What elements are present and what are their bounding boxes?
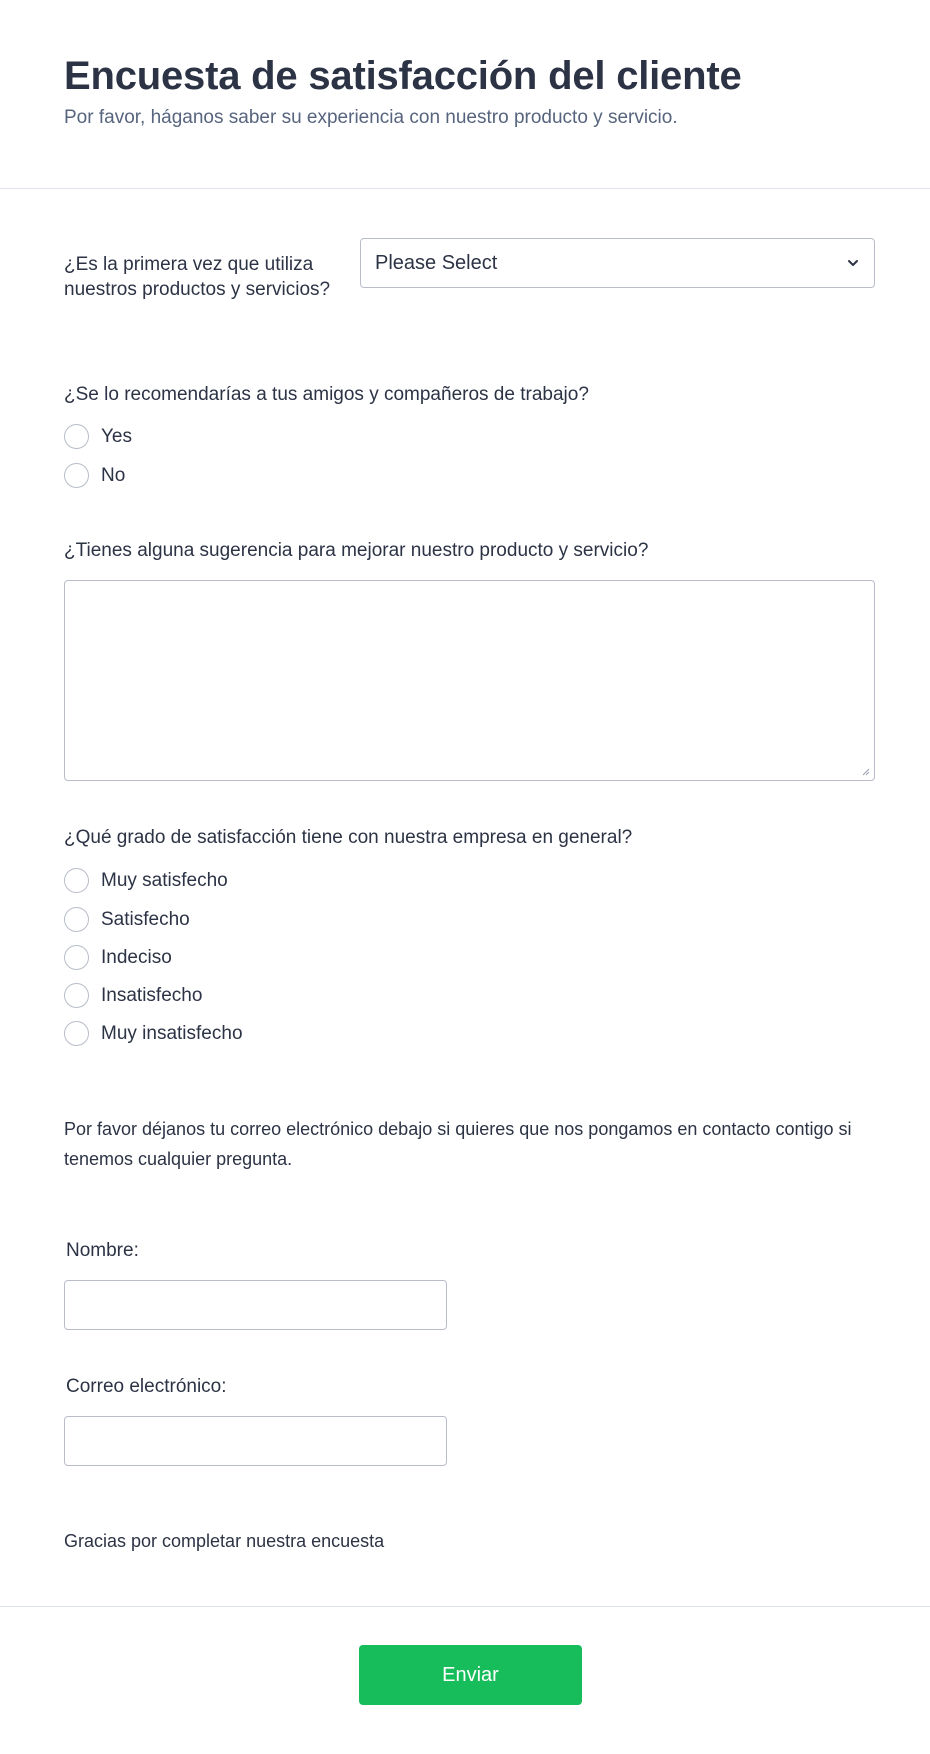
suggestion-textarea[interactable] [64, 580, 875, 781]
contact-paragraph: Por favor déjanos tu correo electrónico debajo si quieres que nos pongamos en contacto contigo si tenemos cualquier pregunta. [64, 1119, 852, 1169]
radio-label: Yes [101, 425, 132, 447]
recommend-question-label: ¿Se lo recomendarías a tus amigos y compañeros de trabajo? [64, 384, 589, 405]
satisfaction-option-dissatisfied[interactable] [64, 983, 202, 1008]
radio-label: No [101, 464, 126, 486]
radio-button[interactable] [64, 907, 89, 932]
radio-label: Indeciso [101, 946, 172, 968]
recommend-option-yes[interactable] [64, 424, 132, 449]
first-time-question-label: ¿Es la primera vez que utiliza nuestros productos y servicios? [64, 254, 331, 300]
radio-button[interactable] [64, 1021, 89, 1046]
form-header [0, 0, 930, 189]
radio-button[interactable] [64, 945, 89, 970]
satisfaction-option-undecided[interactable] [64, 945, 172, 970]
radio-label: Muy insatisfecho [101, 1022, 243, 1044]
satisfaction-question-label: ¿Qué grado de satisfacción tiene con nuestra empresa en general? [64, 827, 633, 848]
thanks-text: Gracias por completar nuestra encuesta [64, 1531, 385, 1551]
recommend-option-no[interactable] [64, 463, 125, 488]
radio-button[interactable] [64, 983, 89, 1008]
first-time-select[interactable] [360, 238, 875, 288]
radio-button[interactable] [64, 868, 89, 893]
name-label: Nombre: [66, 1240, 139, 1261]
radio-label: Satisfecho [101, 908, 190, 930]
page-subtitle: Por favor, háganos saber su experiencia con nuestro producto y servicio. [64, 107, 678, 128]
resize-handle-icon[interactable] [860, 766, 870, 776]
radio-button[interactable] [64, 463, 89, 488]
email-label: Correo electrónico: [66, 1376, 227, 1397]
form-footer [0, 1606, 930, 1754]
radio-button[interactable] [64, 424, 89, 449]
radio-label: Insatisfecho [101, 984, 203, 1006]
satisfaction-option-very-satisfied[interactable] [64, 868, 228, 893]
email-input[interactable] [64, 1416, 447, 1466]
satisfaction-option-very-dissatisfied[interactable] [64, 1021, 243, 1046]
submit-button[interactable]: Enviar [359, 1645, 582, 1705]
name-input[interactable] [64, 1280, 447, 1330]
satisfaction-option-satisfied[interactable] [64, 907, 190, 932]
suggestion-question-label: ¿Tienes alguna sugerencia para mejorar nuestro producto y servicio? [64, 540, 649, 561]
radio-label: Muy satisfecho [101, 869, 228, 891]
page-title: Encuesta de satisfacción del cliente [64, 54, 742, 98]
chevron-down-icon [846, 256, 860, 270]
first-time-select-value: Please Select [375, 251, 498, 274]
